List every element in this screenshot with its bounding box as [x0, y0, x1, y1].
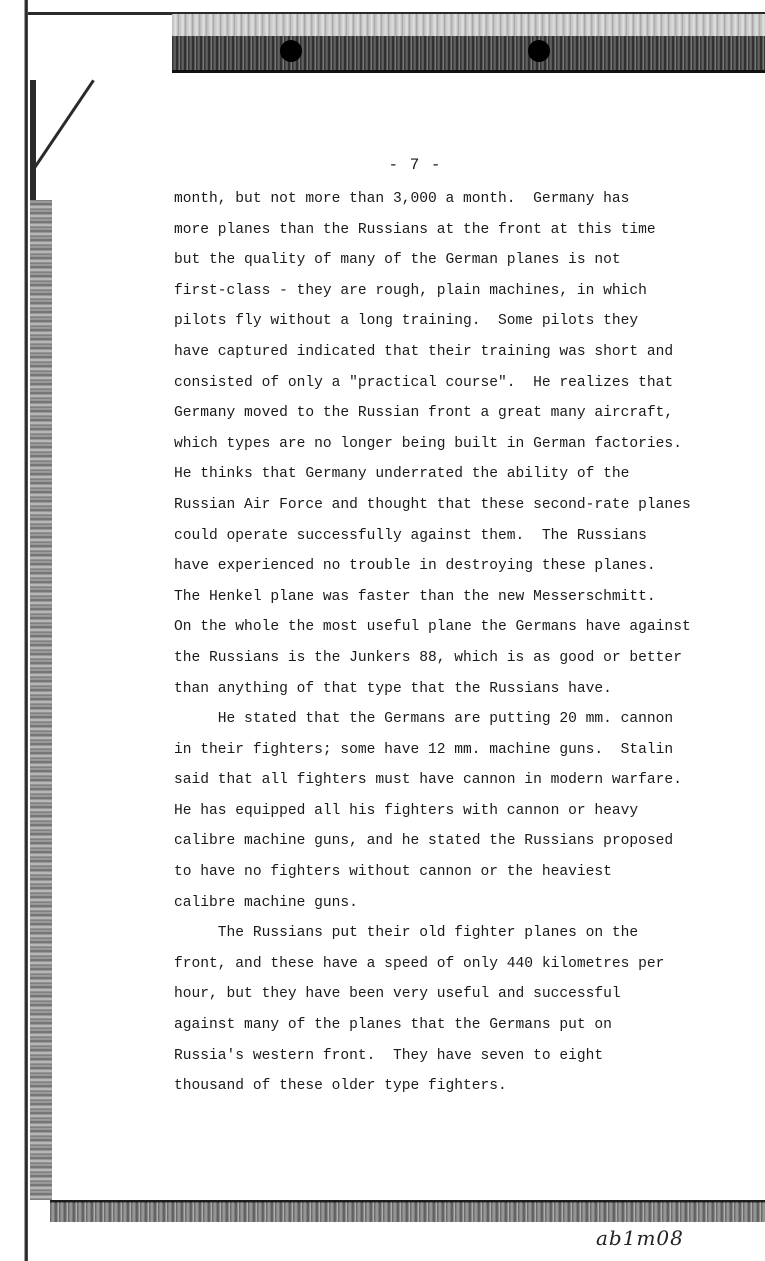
text-line: Russia's western front. They have seven to eight: [174, 1047, 604, 1064]
text-line: front, and these have a speed of only 440 kilometres per: [174, 955, 665, 972]
text-line: He stated that the Germans are putting 20 mm. cannon: [174, 711, 674, 728]
text-line: to have no fighters without cannon or the heaviest: [174, 864, 612, 881]
text-line: pilots fly without a long training. Some pilots they: [174, 313, 639, 330]
text-line: calibre machine guns, and he stated the Russians proposed: [174, 833, 674, 850]
text-line: consisted of only a "practical course". He realizes that: [174, 374, 674, 391]
scan-top-noise: [172, 14, 765, 36]
text-line: first-class - they are rough, plain machines, in which: [174, 282, 647, 299]
text-line: said that all fighters must have cannon in modern warfare.: [174, 772, 682, 789]
text-line: Germany moved to the Russian front a great many aircraft,: [174, 405, 674, 422]
text-line: in their fighters; some have 12 mm. machine guns. Stalin: [174, 741, 674, 758]
text-line: more planes than the Russians at the front at this time: [174, 221, 656, 238]
text-line: The Henkel plane was faster than the new Messerschmitt.: [174, 588, 656, 605]
text-line: hour, but they have been very useful and successful: [174, 986, 621, 1003]
text-line: have experienced no trouble in destroying these planes.: [174, 558, 656, 575]
punch-hole-right: [528, 40, 550, 62]
text-line: against many of the planes that the Germans put on: [174, 1017, 612, 1034]
scan-left-edge: [0, 0, 28, 1261]
text-line: could operate successfully against them. The Russians: [174, 527, 647, 544]
text-line: thousand of these older type fighters.: [174, 1078, 507, 1095]
text-line: calibre machine guns.: [174, 894, 358, 911]
text-line: He thinks that Germany underrated the ability of the: [174, 466, 630, 483]
punch-hole-left: [280, 40, 302, 62]
scan-left-strip: [30, 200, 52, 1200]
text-line: The Russians put their old fighter planes on the: [174, 925, 639, 942]
text-line: but the quality of many of the German planes is not: [174, 252, 621, 269]
text-line: which types are no longer being built in German factories.: [174, 435, 682, 452]
text-line: month, but not more than 3,000 a month. Germany has: [174, 191, 630, 207]
text-line: On the whole the most useful plane the Germans have against: [174, 619, 691, 636]
scan-left-shadow: [30, 80, 36, 200]
text-line: Russian Air Force and thought that these second-rate planes: [174, 496, 691, 513]
handwritten-note: ab1m08: [596, 1226, 684, 1250]
text-line: He has equipped all his fighters with cannon or heavy: [174, 802, 639, 819]
page-number: - 7 -: [388, 156, 442, 174]
text-line: the Russians is the Junkers 88, which is as good or better: [174, 649, 682, 666]
scan-bottom-edge: [50, 1202, 765, 1222]
text-line: than anything of that type that the Russians have.: [174, 680, 612, 697]
body-text: [174, 184, 734, 1102]
text-line: have captured indicated that their training was short and: [174, 343, 674, 360]
